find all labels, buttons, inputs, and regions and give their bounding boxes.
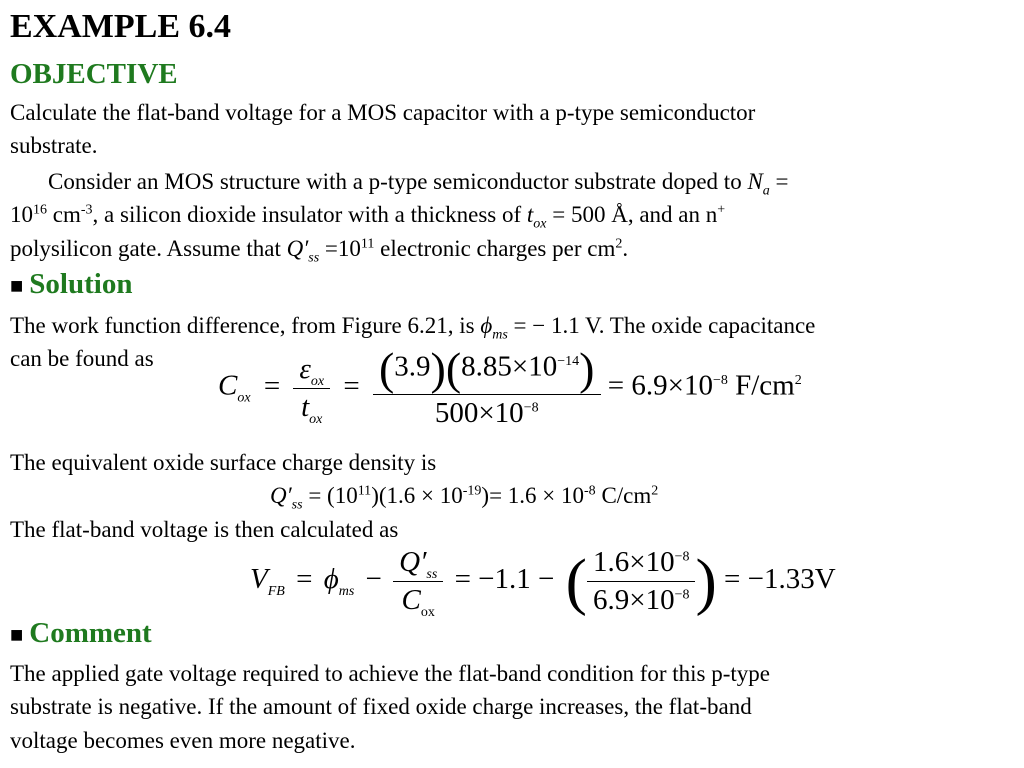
problem-line-1: Consider an MOS structure with a p-type semiconductor substrate doped to $N_a$ =	[48, 169, 789, 199]
solution-line-4: The flat-band voltage is then calculated as	[10, 517, 399, 542]
objective-line-1: Calculate the flat-band voltage for a MOS capacitor with a p-type semiconductor	[10, 100, 756, 125]
oxide-capacitance-equation: $C_{ox}$ = $\frac{\varepsilon_{ox}}{t_{ox}}$ = $\frac{(3.9)(8.85\times 10^{-14})}{500\times 10^{-8}}$ = $6.9\times 10^{-8}$ $F/cm^2$	[218, 343, 802, 429]
epsilon-over-tox-fraction: $\frac{\varepsilon_{ox}}{t_{ox}}$	[293, 353, 330, 424]
comment-line-2: substrate is negative. If the amount of fixed oxide charge increases, the flat-band	[10, 694, 752, 719]
bullet-square-icon: ■	[10, 273, 24, 298]
comment-line-3: voltage becomes even more negative.	[10, 728, 356, 753]
solution-heading: ■ Solution	[10, 268, 133, 300]
bullet-square-icon: ■	[10, 622, 24, 647]
solution-line-3: The equivalent oxide surface charge density is	[10, 450, 437, 475]
charge-density-equation: $Q'_{ss} = (10^{11})(1.6 \times 10^{-19})= 1.6 \times 10^{-8}$ $C/cm^2$	[270, 483, 659, 513]
example-title: EXAMPLE 6.4	[10, 8, 231, 45]
qss-over-cox-fraction: $\frac{Q'_{ss}}{C_{ox}}$	[393, 546, 443, 617]
objective-line-2: substrate.	[10, 133, 98, 158]
flat-band-voltage-equation: $V_{FB} = \phi_{ms}$ − $\frac{Q'_{ss}}{C_{ox}}$ = −1.1 − ( $\frac{1.6\times 10^{-8}}{6.9\times 10^{-8}}$ ) = −1.33V	[250, 545, 836, 620]
solution-line-1: The work function difference, from Figure 6.21, is $\phi_{ms}$ = − 1.1 V. The oxide capacitance	[10, 313, 816, 343]
comment-heading: ■ Comment	[10, 617, 152, 649]
comment-line-1: The applied gate voltage required to achieve the flat-band condition for this p-type	[10, 661, 770, 686]
problem-line-2: $10^{16}$ $cm^{-3}$, a silicon dioxide insulator with a thickness of $t_{ox} = 500$ Å, and an n+	[10, 202, 726, 232]
capacitance-value-fraction: $\frac{(3.9)(8.85\times 10^{-14})}{500\times 10^{-8}}$	[373, 346, 601, 430]
solution-line-2: can be found as	[10, 346, 154, 371]
problem-line-3: polysilicon gate. Assume that $Q'_{ss} =10^{11}$ electronic charges per $cm^2$.	[10, 236, 629, 266]
objective-heading: OBJECTIVE	[10, 58, 178, 90]
voltage-ratio-fraction: $\frac{1.6\times 10^{-8}}{6.9\times 10^{-8}}$	[587, 546, 696, 617]
